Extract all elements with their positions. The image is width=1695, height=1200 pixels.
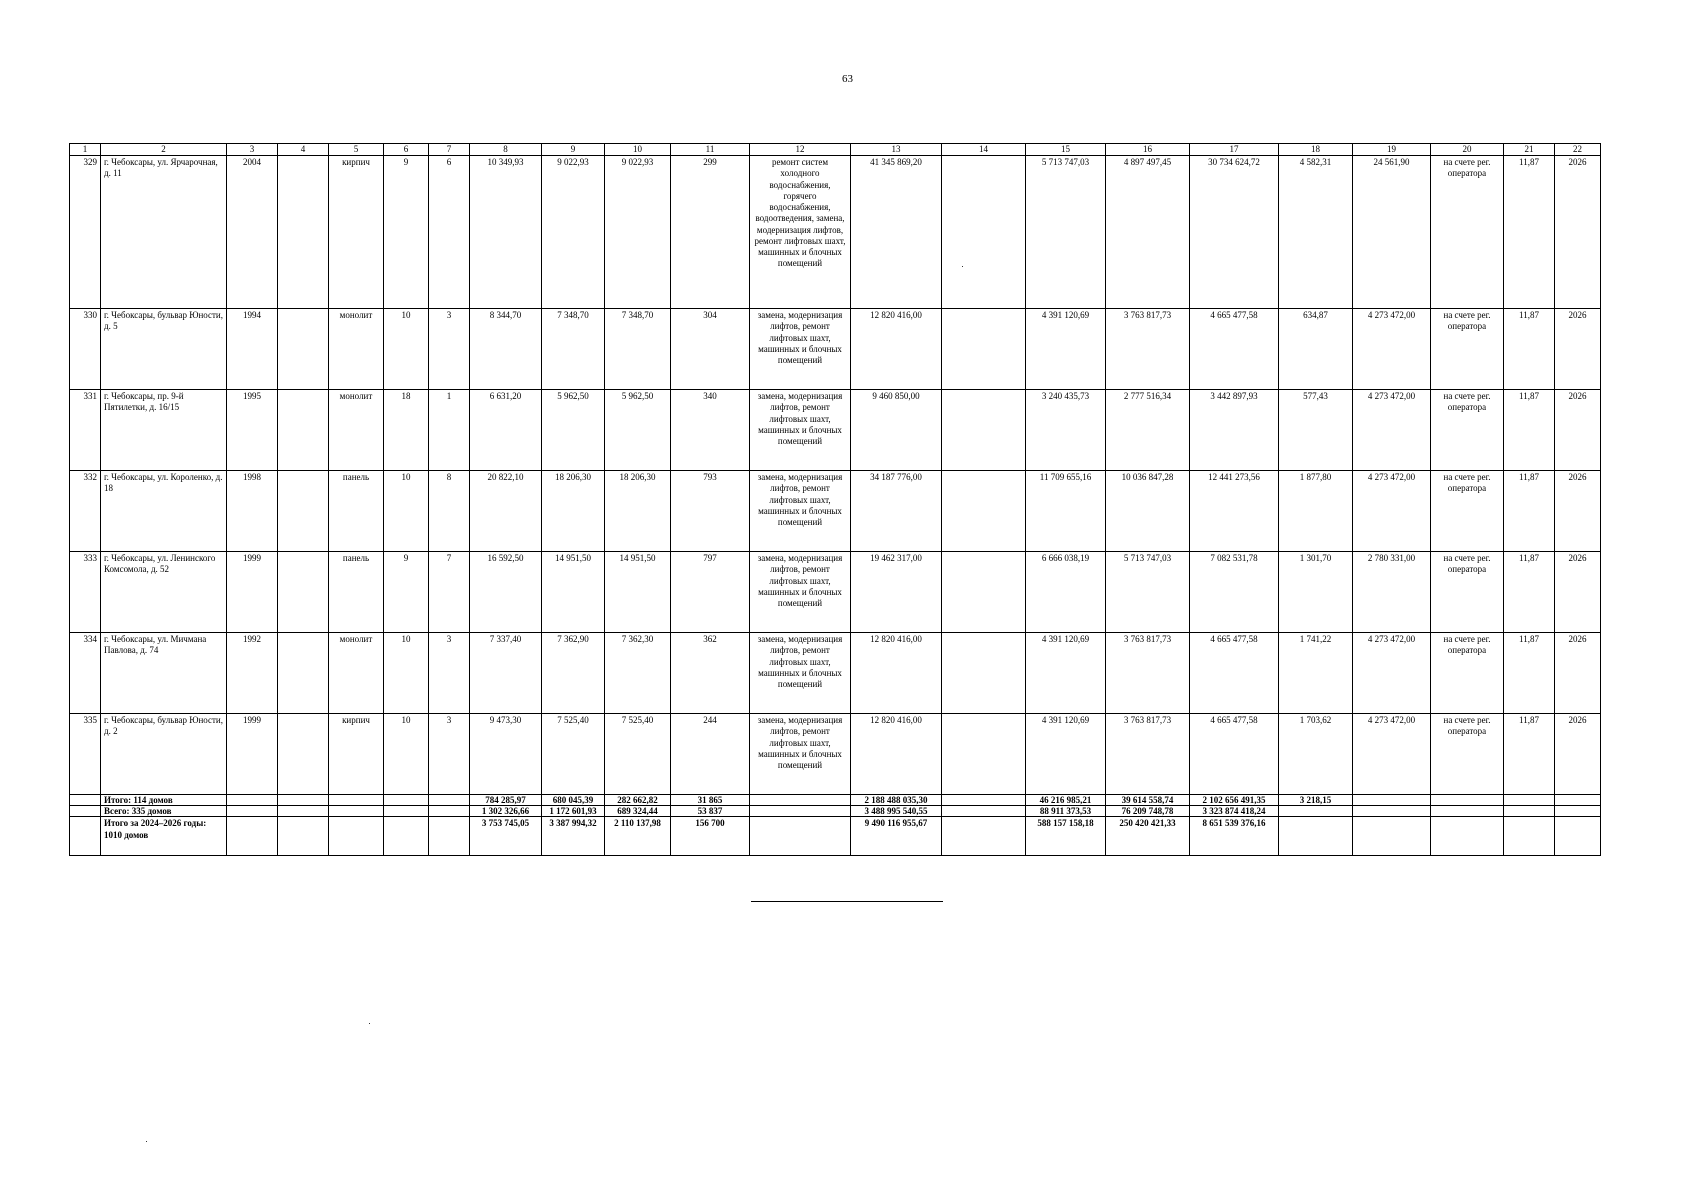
total-value — [1279, 806, 1353, 817]
amount-cell: 24 561,90 — [1353, 156, 1431, 309]
amount-cell: 3 763 817,73 — [1106, 633, 1190, 714]
area-cell: 18 206,30 — [542, 471, 605, 552]
column-number-header: 1 — [70, 144, 101, 156]
row-number: 329 — [70, 156, 101, 309]
empty-cell — [1504, 817, 1555, 856]
rate-cell: 11,87 — [1504, 714, 1555, 795]
floors-cell: 10 — [384, 633, 429, 714]
works-cell: замена, модернизация лифтов, ремонт лифтовых шахт, машинных и блочных помещений — [750, 390, 851, 471]
area-total-cell: 10 349,93 — [470, 156, 542, 309]
empty-cell — [278, 309, 329, 390]
total-row — [70, 806, 1601, 817]
total-value: 1 172 601,93 — [542, 806, 605, 817]
amount-cell: 4 273 472,00 — [1353, 390, 1431, 471]
area-cell: 7 348,70 — [605, 309, 671, 390]
cost-cell: 9 460 850,00 — [851, 390, 942, 471]
total-row — [70, 817, 1601, 856]
material-cell: монолит — [329, 309, 384, 390]
works-cell: замена, модернизация лифтов, ремонт лифтовых шахт, машинных и блочных помещений — [750, 309, 851, 390]
empty-cell — [750, 806, 851, 817]
row-number: 332 — [70, 471, 101, 552]
total-value: 3 753 745,05 — [470, 817, 542, 856]
area-cell: 7 525,40 — [542, 714, 605, 795]
total-value: 784 285,97 — [470, 795, 542, 806]
amount-cell: 4 273 472,00 — [1353, 633, 1431, 714]
account-cell: на счете рег. оператора — [1431, 552, 1504, 633]
address-cell: г. Чебоксары, ул. Ярчарочная, д. 11 — [101, 156, 227, 309]
amount-cell: 10 036 847,28 — [1106, 471, 1190, 552]
amount-cell: 1 703,62 — [1279, 714, 1353, 795]
amount-cell: 4 273 472,00 — [1353, 714, 1431, 795]
total-value: 9 490 116 955,67 — [851, 817, 942, 856]
material-cell: кирпич — [329, 156, 384, 309]
total-value: 680 045,39 — [542, 795, 605, 806]
amount-cell: 4 273 472,00 — [1353, 309, 1431, 390]
empty-cell — [1431, 806, 1504, 817]
total-value: 88 911 373,53 — [1026, 806, 1106, 817]
floors-cell: 10 — [384, 309, 429, 390]
rate-cell: 11,87 — [1504, 552, 1555, 633]
residents-cell: 244 — [671, 714, 750, 795]
residents-cell: 793 — [671, 471, 750, 552]
term-cell: 2026 — [1555, 309, 1601, 390]
entrances-cell: 6 — [429, 156, 470, 309]
column-number-header: 7 — [429, 144, 470, 156]
works-cell: замена, модернизация лифтов, ремонт лифтовых шахт, машинных и блочных помещений — [750, 552, 851, 633]
empty-cell — [1504, 806, 1555, 817]
amount-cell: 12 441 273,56 — [1190, 471, 1279, 552]
empty-cell — [227, 817, 278, 856]
amount-cell: 6 666 038,19 — [1026, 552, 1106, 633]
table-row — [70, 633, 1601, 714]
amount-cell: 3 763 817,73 — [1106, 714, 1190, 795]
column-number-header: 18 — [1279, 144, 1353, 156]
address-cell: г. Чебоксары, ул. Ленинского Комсомола, д. 52 — [101, 552, 227, 633]
total-value: 2 102 656 491,35 — [1190, 795, 1279, 806]
total-value: 689 324,44 — [605, 806, 671, 817]
rate-cell: 11,87 — [1504, 309, 1555, 390]
total-value: 53 837 — [671, 806, 750, 817]
amount-cell: 11 709 655,16 — [1026, 471, 1106, 552]
term-cell: 2026 — [1555, 552, 1601, 633]
total-value: 39 614 558,74 — [1106, 795, 1190, 806]
material-cell: панель — [329, 552, 384, 633]
total-label: Всего: 335 домов — [101, 806, 227, 817]
empty-cell — [750, 795, 851, 806]
empty-cell — [227, 806, 278, 817]
amount-cell: 4 391 120,69 — [1026, 714, 1106, 795]
residents-cell: 304 — [671, 309, 750, 390]
total-value: 3 218,15 — [1279, 795, 1353, 806]
amount-cell: 4 665 477,58 — [1190, 714, 1279, 795]
cost-cell: 12 820 416,00 — [851, 309, 942, 390]
page-number: 63 — [842, 73, 853, 85]
amount-cell: 4 665 477,58 — [1190, 633, 1279, 714]
column-number-header: 8 — [470, 144, 542, 156]
column-number-header: 10 — [605, 144, 671, 156]
total-row — [70, 795, 1601, 806]
row-number: 334 — [70, 633, 101, 714]
rate-cell: 11,87 — [1504, 390, 1555, 471]
empty-cell — [942, 390, 1026, 471]
area-total-cell: 9 473,30 — [470, 714, 542, 795]
area-cell: 18 206,30 — [605, 471, 671, 552]
amount-cell: 1 741,22 — [1279, 633, 1353, 714]
rate-cell: 11,87 — [1504, 633, 1555, 714]
residents-cell: 299 — [671, 156, 750, 309]
works-cell: замена, модернизация лифтов, ремонт лифтовых шахт, машинных и блочных помещений — [750, 471, 851, 552]
column-number-header: 6 — [384, 144, 429, 156]
empty-cell — [278, 390, 329, 471]
total-value: 76 209 748,78 — [1106, 806, 1190, 817]
year-cell: 1998 — [227, 471, 278, 552]
column-number-header: 12 — [750, 144, 851, 156]
area-total-cell: 7 337,40 — [470, 633, 542, 714]
empty-cell — [278, 795, 329, 806]
empty-cell — [942, 806, 1026, 817]
amount-cell: 4 391 120,69 — [1026, 309, 1106, 390]
scan-speck — [146, 1141, 147, 1142]
empty-cell — [70, 795, 101, 806]
column-number-header: 4 — [278, 144, 329, 156]
area-cell: 9 022,93 — [605, 156, 671, 309]
table-row — [70, 390, 1601, 471]
area-cell: 5 962,50 — [542, 390, 605, 471]
total-value: 2 110 137,98 — [605, 817, 671, 856]
row-number: 335 — [70, 714, 101, 795]
total-value — [1279, 817, 1353, 856]
empty-cell — [278, 552, 329, 633]
area-cell: 7 362,90 — [542, 633, 605, 714]
entrances-cell: 8 — [429, 471, 470, 552]
empty-cell — [278, 156, 329, 309]
empty-cell — [1504, 795, 1555, 806]
empty-cell — [429, 806, 470, 817]
empty-cell — [1353, 817, 1431, 856]
residents-cell: 797 — [671, 552, 750, 633]
account-cell: на счете рег. оператора — [1431, 471, 1504, 552]
total-label: Итого за 2024–2026 годы: 1010 домов — [101, 817, 227, 856]
empty-cell — [942, 633, 1026, 714]
amount-cell: 3 442 897,93 — [1190, 390, 1279, 471]
empty-cell — [942, 552, 1026, 633]
table-row — [70, 471, 1601, 552]
term-cell: 2026 — [1555, 390, 1601, 471]
column-number-header: 9 — [542, 144, 605, 156]
address-cell: г. Чебоксары, ул. Мичмана Павлова, д. 74 — [101, 633, 227, 714]
empty-cell — [1431, 817, 1504, 856]
total-label: Итого: 114 домов — [101, 795, 227, 806]
area-cell: 5 962,50 — [605, 390, 671, 471]
area-cell: 9 022,93 — [542, 156, 605, 309]
amount-cell: 4 897 497,45 — [1106, 156, 1190, 309]
amount-cell: 4 273 472,00 — [1353, 471, 1431, 552]
empty-cell — [278, 714, 329, 795]
entrances-cell: 3 — [429, 714, 470, 795]
floors-cell: 10 — [384, 714, 429, 795]
amount-cell: 3 763 817,73 — [1106, 309, 1190, 390]
area-cell: 7 525,40 — [605, 714, 671, 795]
year-cell: 1999 — [227, 714, 278, 795]
table-row — [70, 156, 1601, 309]
empty-cell — [329, 806, 384, 817]
empty-cell — [278, 817, 329, 856]
empty-cell — [227, 795, 278, 806]
empty-cell — [384, 817, 429, 856]
cost-cell: 34 187 776,00 — [851, 471, 942, 552]
cost-cell: 12 820 416,00 — [851, 714, 942, 795]
row-number: 330 — [70, 309, 101, 390]
capital-repair-table — [69, 143, 1601, 856]
total-value: 588 157 158,18 — [1026, 817, 1106, 856]
total-value: 2 188 488 035,30 — [851, 795, 942, 806]
amount-cell: 4 665 477,58 — [1190, 309, 1279, 390]
empty-cell — [942, 817, 1026, 856]
works-cell: замена, модернизация лифтов, ремонт лифтовых шахт, машинных и блочных помещений — [750, 633, 851, 714]
amount-cell: 1 301,70 — [1279, 552, 1353, 633]
column-number-header: 19 — [1353, 144, 1431, 156]
amount-cell: 577,43 — [1279, 390, 1353, 471]
area-cell: 7 348,70 — [542, 309, 605, 390]
amount-cell: 3 240 435,73 — [1026, 390, 1106, 471]
amount-cell: 5 713 747,03 — [1106, 552, 1190, 633]
account-cell: на счете рег. оператора — [1431, 714, 1504, 795]
column-number-header: 15 — [1026, 144, 1106, 156]
column-number-header: 2 — [101, 144, 227, 156]
cost-cell: 12 820 416,00 — [851, 633, 942, 714]
material-cell: монолит — [329, 390, 384, 471]
column-number-header: 17 — [1190, 144, 1279, 156]
column-number-header: 22 — [1555, 144, 1601, 156]
account-cell: на счете рег. оператора — [1431, 156, 1504, 309]
empty-cell — [1431, 795, 1504, 806]
empty-cell — [278, 471, 329, 552]
area-total-cell: 6 631,20 — [470, 390, 542, 471]
material-cell: кирпич — [329, 714, 384, 795]
row-number: 333 — [70, 552, 101, 633]
area-total-cell: 16 592,50 — [470, 552, 542, 633]
empty-cell — [70, 817, 101, 856]
total-value: 46 216 985,21 — [1026, 795, 1106, 806]
table-row — [70, 309, 1601, 390]
empty-cell — [70, 806, 101, 817]
residents-cell: 362 — [671, 633, 750, 714]
term-cell: 2026 — [1555, 156, 1601, 309]
residents-cell: 340 — [671, 390, 750, 471]
column-number-header: 16 — [1106, 144, 1190, 156]
amount-cell: 4 391 120,69 — [1026, 633, 1106, 714]
term-cell: 2026 — [1555, 633, 1601, 714]
end-line-divider — [751, 901, 943, 902]
empty-cell — [384, 806, 429, 817]
area-total-cell: 8 344,70 — [470, 309, 542, 390]
material-cell: панель — [329, 471, 384, 552]
table-row — [70, 552, 1601, 633]
empty-cell — [278, 806, 329, 817]
amount-cell: 2 777 516,34 — [1106, 390, 1190, 471]
column-number-header: 11 — [671, 144, 750, 156]
rate-cell: 11,87 — [1504, 156, 1555, 309]
amount-cell: 7 082 531,78 — [1190, 552, 1279, 633]
empty-cell — [1555, 817, 1601, 856]
rate-cell: 11,87 — [1504, 471, 1555, 552]
term-cell: 2026 — [1555, 714, 1601, 795]
cost-cell: 41 345 869,20 — [851, 156, 942, 309]
empty-cell — [942, 471, 1026, 552]
empty-cell — [429, 795, 470, 806]
scan-speck — [369, 1023, 370, 1024]
entrances-cell: 3 — [429, 633, 470, 714]
total-value: 156 700 — [671, 817, 750, 856]
empty-cell — [429, 817, 470, 856]
year-cell: 1992 — [227, 633, 278, 714]
area-cell: 14 951,50 — [605, 552, 671, 633]
empty-cell — [942, 309, 1026, 390]
material-cell: монолит — [329, 633, 384, 714]
total-value: 3 323 874 418,24 — [1190, 806, 1279, 817]
address-cell: г. Чебоксары, бульвар Юности, д. 5 — [101, 309, 227, 390]
empty-cell — [942, 795, 1026, 806]
column-number-header: 13 — [851, 144, 942, 156]
column-number-row — [70, 144, 1601, 156]
term-cell: 2026 — [1555, 471, 1601, 552]
scan-speck — [962, 266, 963, 267]
account-cell: на счете рег. оператора — [1431, 633, 1504, 714]
area-cell: 7 362,30 — [605, 633, 671, 714]
amount-cell: 5 713 747,03 — [1026, 156, 1106, 309]
year-cell: 1994 — [227, 309, 278, 390]
address-cell: г. Чебоксары, ул. Короленко, д. 18 — [101, 471, 227, 552]
year-cell: 1999 — [227, 552, 278, 633]
table-body — [70, 144, 1601, 856]
total-value: 31 865 — [671, 795, 750, 806]
entrances-cell: 1 — [429, 390, 470, 471]
column-number-header: 14 — [942, 144, 1026, 156]
table-row — [70, 714, 1601, 795]
empty-cell — [384, 795, 429, 806]
area-cell: 14 951,50 — [542, 552, 605, 633]
account-cell: на счете рег. оператора — [1431, 309, 1504, 390]
total-value: 3 488 995 540,55 — [851, 806, 942, 817]
entrances-cell: 7 — [429, 552, 470, 633]
amount-cell: 2 780 331,00 — [1353, 552, 1431, 633]
floors-cell: 18 — [384, 390, 429, 471]
address-cell: г. Чебоксары, пр. 9-й Пятилетки, д. 16/15 — [101, 390, 227, 471]
empty-cell — [1353, 806, 1431, 817]
column-number-header: 5 — [329, 144, 384, 156]
empty-cell — [329, 817, 384, 856]
account-cell: на счете рег. оператора — [1431, 390, 1504, 471]
empty-cell — [329, 795, 384, 806]
empty-cell — [750, 817, 851, 856]
row-number: 331 — [70, 390, 101, 471]
amount-cell: 1 877,80 — [1279, 471, 1353, 552]
total-value: 250 420 421,33 — [1106, 817, 1190, 856]
empty-cell — [1555, 806, 1601, 817]
cost-cell: 19 462 317,00 — [851, 552, 942, 633]
amount-cell: 634,87 — [1279, 309, 1353, 390]
empty-cell — [942, 156, 1026, 309]
floors-cell: 10 — [384, 471, 429, 552]
works-cell: ремонт систем холодного водоснабжения, горячего водоснабжения, водоотведения, замена, модернизация лифтов, ремонт лифтовых шахт, машинных и блочных помещений — [750, 156, 851, 309]
area-total-cell: 20 822,10 — [470, 471, 542, 552]
empty-cell — [1555, 795, 1601, 806]
entrances-cell: 3 — [429, 309, 470, 390]
amount-cell: 4 582,31 — [1279, 156, 1353, 309]
total-value: 1 302 326,66 — [470, 806, 542, 817]
floors-cell: 9 — [384, 552, 429, 633]
address-cell: г. Чебоксары, бульвар Юности, д. 2 — [101, 714, 227, 795]
floors-cell: 9 — [384, 156, 429, 309]
empty-cell — [278, 633, 329, 714]
works-cell: замена, модернизация лифтов, ремонт лифтовых шахт, машинных и блочных помещений — [750, 714, 851, 795]
amount-cell: 30 734 624,72 — [1190, 156, 1279, 309]
year-cell: 1995 — [227, 390, 278, 471]
total-value: 282 662,82 — [605, 795, 671, 806]
total-value: 3 387 994,32 — [542, 817, 605, 856]
column-number-header: 21 — [1504, 144, 1555, 156]
year-cell: 2004 — [227, 156, 278, 309]
column-number-header: 3 — [227, 144, 278, 156]
empty-cell — [942, 714, 1026, 795]
empty-cell — [1353, 795, 1431, 806]
column-number-header: 20 — [1431, 144, 1504, 156]
total-value: 8 651 539 376,16 — [1190, 817, 1279, 856]
